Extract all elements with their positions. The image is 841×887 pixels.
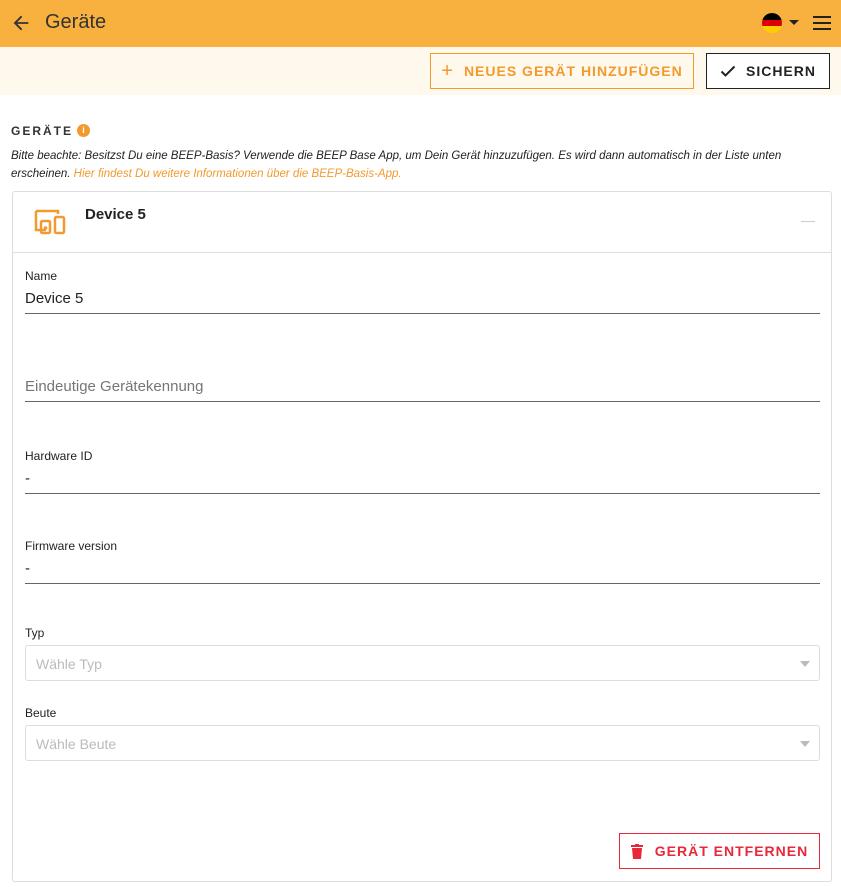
hive-label: Beute: [25, 706, 57, 720]
base-app-info-link[interactable]: Hier findest Du weitere Informationen über die BEEP-Basis-App.: [73, 167, 402, 180]
back-arrow-icon[interactable]: [10, 12, 32, 34]
device-name-heading: Device 5: [85, 206, 146, 223]
collapse-icon[interactable]: [801, 221, 815, 222]
save-label: SICHERN: [745, 63, 816, 79]
add-device-button[interactable]: [430, 53, 694, 89]
devices-icon: [31, 208, 67, 236]
device-card-header[interactable]: [13, 192, 831, 253]
checkmark-icon: [720, 64, 736, 78]
hardware-id-field[interactable]: [25, 470, 820, 494]
trash-icon: [631, 844, 643, 859]
name-label: Name: [25, 269, 58, 283]
hive-select[interactable]: [25, 725, 820, 761]
remove-device-label: GERÄT ENTFERNEN: [654, 843, 809, 859]
device-key-input[interactable]: [25, 378, 820, 402]
name-input[interactable]: [25, 290, 820, 314]
type-select-placeholder: Wähle Typ: [36, 656, 102, 672]
type-label: Typ: [25, 626, 45, 640]
plus-icon: +: [441, 60, 454, 82]
firmware-version-field[interactable]: [25, 560, 820, 584]
info-note-text: Bitte beachte: Besitzst Du eine BEEP-Basis? Verwende die BEEP Base App, um Dein Gerät hinzuzufügen. Es wird dann automatisch in der Liste unten erscheinen.: [11, 150, 782, 180]
language-dropdown-icon[interactable]: [789, 20, 799, 25]
add-device-label: NEUES GERÄT HINZUFÜGEN: [463, 63, 683, 79]
remove-device-button[interactable]: [619, 833, 820, 869]
action-toolbar: [0, 47, 841, 95]
chevron-down-icon: [800, 741, 810, 747]
type-select[interactable]: [25, 645, 820, 681]
chevron-down-icon: [800, 661, 810, 667]
page-title: Geräte: [45, 11, 107, 33]
device-card: [12, 191, 832, 882]
save-button[interactable]: [706, 53, 830, 89]
section-title: GERÄTE: [11, 124, 74, 138]
hamburger-menu-icon[interactable]: [813, 16, 831, 30]
hive-select-placeholder: Wähle Beute: [36, 736, 117, 752]
info-note: [11, 148, 831, 183]
info-icon[interactable]: i: [77, 124, 90, 137]
app-bar: [0, 0, 841, 47]
firmware-version-label: Firmware version: [25, 539, 118, 553]
hardware-id-label: Hardware ID: [25, 449, 93, 463]
german-flag-icon[interactable]: [762, 13, 782, 33]
